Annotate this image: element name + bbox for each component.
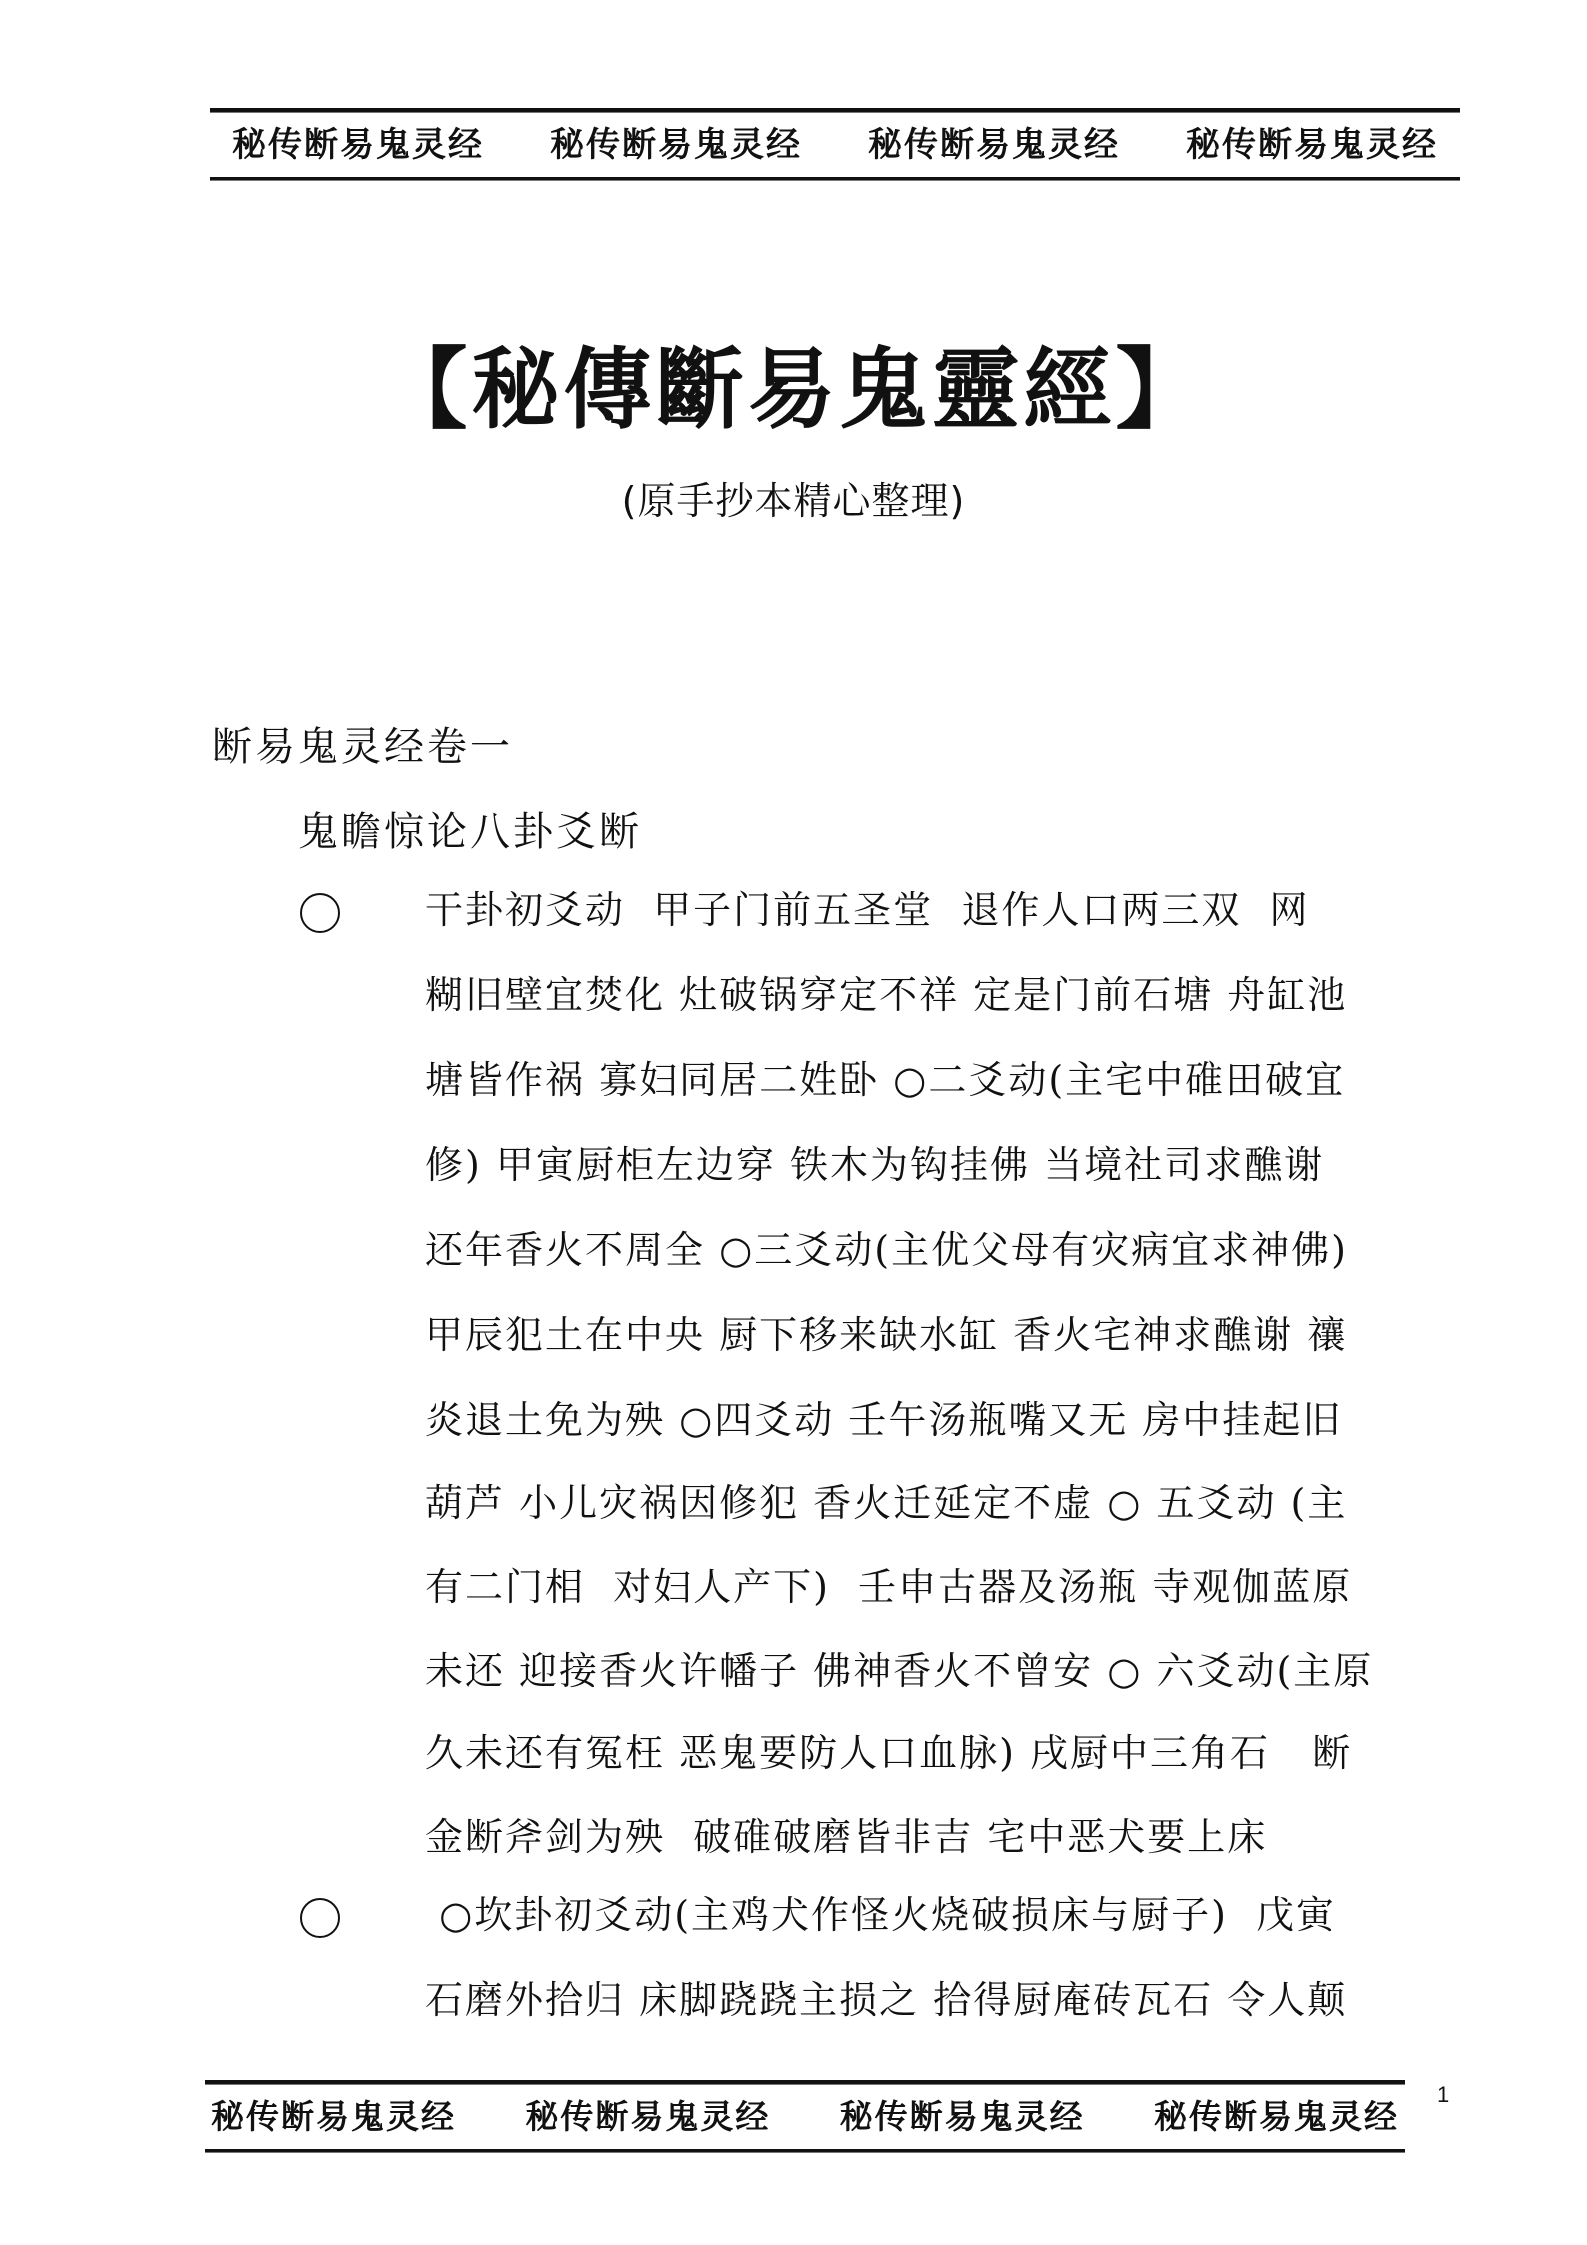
volume-heading: 断易鬼灵经卷一 [212, 724, 513, 770]
footer-text: 秘传断易鬼灵经 [1153, 2097, 1399, 2136]
text-line: 干卦初爻动 甲子门前五圣堂 退作人口两三双 网 [425, 888, 1310, 932]
circle-bullet-icon [300, 893, 340, 933]
text-line: 葫芦 小儿灾祸因修犯 香火迁延定不虚 ○ 五爻动 (主 [425, 1481, 1348, 1525]
header-text: 秘传断易鬼灵经 [1186, 125, 1438, 165]
text-line: ○坎卦初爻动(主鸡犬作怪火烧破损床与厨子) 戊寅 [425, 1893, 1337, 1937]
footer-text: 秘传断易鬼灵经 [525, 2097, 771, 2136]
text-line: 未还 迎接香火许幡子 佛神香火不曾安 ○ 六爻动(主原 [425, 1649, 1374, 1693]
section-heading: 鬼瞻惊论八卦爻断 [298, 809, 642, 855]
footer-bottom-rule [205, 2149, 1405, 2153]
header-repeat-text [210, 113, 1460, 177]
circle-bullet-icon [300, 1898, 340, 1938]
text-line: 炎退土免为殃 ○四爻动 壬午汤瓶嘴又无 房中挂起旧 [425, 1398, 1343, 1442]
document-subtitle: (原手抄本精心整理) [621, 479, 966, 523]
text-line: 有二门相 对妇人产下) 壬申古器及汤瓶 寺观伽蓝原 [425, 1565, 1353, 1609]
header-text: 秘传断易鬼灵经 [550, 125, 802, 165]
footer-text: 秘传断易鬼灵经 [211, 2097, 456, 2136]
page-number: 1 [1437, 2082, 1450, 2107]
text-line: 塘皆作祸 寡妇同居二姓卧 ○二爻动(主宅中碓田破宜 [425, 1058, 1346, 1102]
document-title: 【秘傳斷易鬼靈經】 [379, 337, 1208, 441]
header-text: 秘传断易鬼灵经 [232, 125, 484, 165]
header-text: 秘传断易鬼灵经 [868, 125, 1120, 165]
text-line: 久未还有冤枉 恶鬼要防人口血脉) 戌厨中三角石 断 [425, 1731, 1353, 1775]
text-line: 金断斧剑为殃 破碓破磨皆非吉 宅中恶犬要上床 [425, 1815, 1268, 1859]
text-line: 甲辰犯土在中央 厨下移来缺水缸 香火宅神求醮谢 禳 [425, 1313, 1348, 1357]
footer-repeat-text [205, 2085, 1405, 2149]
text-line: 修) 甲寅厨柜左边穿 铁木为钩挂佛 当境社司求醮谢 [425, 1143, 1325, 1187]
text-line: 石磨外拾归 床脚跷跷主损之 拾得厨庵砖瓦石 令人颠 [425, 1978, 1348, 2022]
footer-band [205, 2080, 1405, 2153]
footer-text: 秘传断易鬼灵经 [839, 2097, 1085, 2136]
text-line: 糊旧壁宜焚化 灶破锅穿定不祥 定是门前石塘 舟缸池 [425, 973, 1348, 1017]
text-line: 还年香火不周全 ○三爻动(主优父母有灾病宜求神佛) [425, 1228, 1348, 1272]
header-bottom-rule [210, 177, 1460, 181]
header-band [210, 108, 1460, 181]
